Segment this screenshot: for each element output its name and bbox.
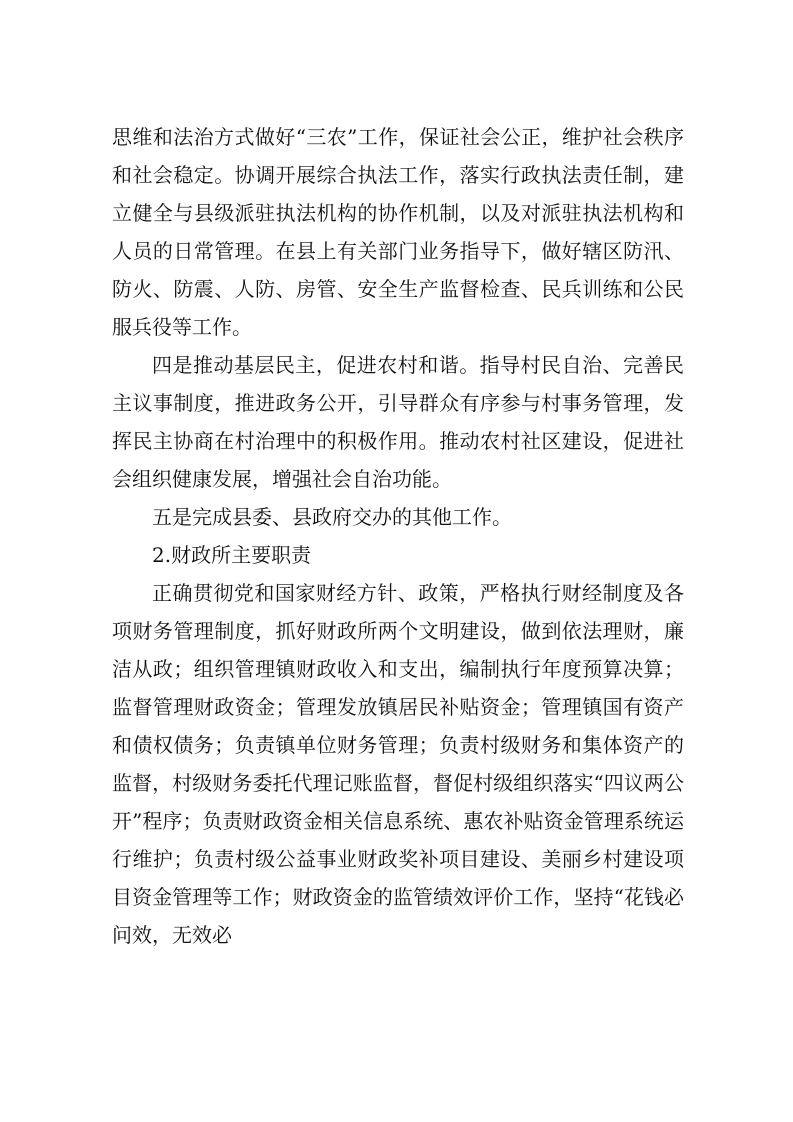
- paragraph-continuation: 思维和法治方式做好“三农”工作，保证社会公正，维护社会秩序和社会稳定。协调开展综合执法工作，落实行政执法责任制，建立健全与县级派驻执法机构的协作机制，以及对派驻执法机构和人员的日常管理。在县上有关部门业务指导下，做好辖区防汛、防火、防震、人防、房管、安全生产监督检查、民兵训练和公民服兵役等工作。: [112, 125, 684, 339]
- document-body: [112, 118, 684, 954]
- section-heading-finance-office: 2.财政所主要职责: [152, 543, 312, 567]
- paragraph-other-tasks: 五是完成县委、县政府交办的其他工作。: [152, 505, 512, 529]
- paragraph-finance-duties: 正确贯彻党和国家财经方针、政策，严格执行财经制度及各项财务管理制度，抓好财政所两个文明建设，做到依法理财，廉洁从政；组织管理镇财政收入和支出，编制执行年度预算决算；监督管理财政资金；管理发放镇居民补贴资金；管理镇国有资产和债权债务；负责镇单位财务管理；负责村级财务和集体资产的监督，村级财务委托代理记账监督，督促村级组织落实“四议两公开”程序；负责财政资金相关信息系统、惠农补贴资金管理系统运行维护；负责村级公益事业财政奖补项目建设、美丽乡村建设项目资金管理等工作；财政资金的监管绩效评价工作，坚持“花钱必问效，无效必: [112, 581, 684, 947]
- paragraph-grassroots-democracy: 四是推动基层民主，促进农村和谐。指导村民自治、完善民主议事制度，推进政务公开，引导群众有序参与村事务管理，发挥民主协商在村治理中的积极作用。推动农村社区建设，促进社会组织健康发展，增强社会自治功能。: [112, 353, 684, 491]
